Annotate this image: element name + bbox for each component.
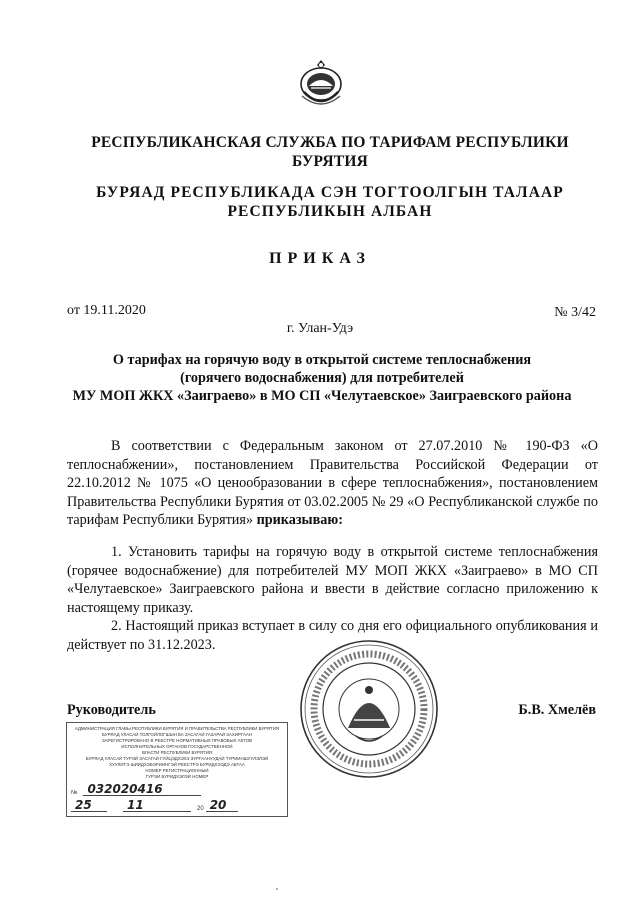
preamble-paragraph — [67, 437, 598, 530]
document-number: № 3/42 — [554, 305, 596, 320]
registration-stamp — [66, 722, 288, 817]
stamp-line: ХУУЛИТЭ ШИИДХЭБЭРИИНГЭЙ РЕЕСТРЭ БУРИДХЭЭДЭ АБТАА — [109, 762, 245, 767]
document-date: от 19.11.2020 — [67, 303, 146, 318]
stamp-date-row — [71, 799, 283, 812]
signatory-name: Б.В. Хмелёв — [518, 702, 596, 718]
agency-name-line-2: БУРЯТИЯ — [292, 153, 368, 170]
scan-speck — [276, 888, 278, 890]
agency-name-buryat — [60, 183, 600, 221]
registration-month: 11 — [123, 799, 191, 812]
agency-name-buryat-line-1: БУРЯАД РЕСПУБЛИКАДА СЭН ТОГТООЛГЫН ТАЛААР — [96, 184, 564, 201]
registration-day: 25 — [71, 799, 107, 812]
agency-name-buryat-line-2: РЕСПУБЛИКЫН АЛБАН — [227, 203, 433, 220]
document-subject-title — [62, 351, 582, 405]
stamp-number-row: № 032020416 — [71, 783, 283, 796]
stamp-line: АДМИНИСТРАЦИЯ ГЛАВЫ РЕСПУБЛИКИ БУРЯТИЯ И ПРАВИТЕЛЬСТВА РЕСПУБЛИКИ БУРЯТИЯ — [74, 726, 280, 731]
signatory-role: Руководитель — [67, 702, 156, 718]
agency-name-line-1: РЕСПУБЛИКАНСКАЯ СЛУЖБА ПО ТАРИФАМ РЕСПУБЛИКИ — [91, 134, 569, 151]
subject-line-2: (горячего водоснабжения) для потребителей — [180, 370, 464, 386]
stamp-line: БУРЯАД УЛАСАЙ ТОЛГОЙЛОГШЫН БА ЗАСАГАЙ ГАЗАРАЙ ЗАХИРГААН — [102, 732, 252, 737]
official-seal — [298, 638, 440, 780]
registration-number: 032020416 — [83, 783, 201, 796]
preamble-text: В соответствии с Федеральным законом от 27.07.2010 № 190-ФЗ «О теплоснабжении», постановлением Правительства Российской Федерации от 22.10.2012 № 1075 «О ценообразовании в сфере теплоснабжения», постановлением Правительства Республики Бурятия от 03.02.2005 № 29 «О Республиканской службе по тарифам Республики Бурятия» — [67, 438, 598, 528]
stamp-line: НОМЕР РЕГИСТРАЦИОННЫЙ — [145, 768, 209, 773]
registration-year: 20 — [206, 799, 238, 812]
stamp-line: ГУРЭЙ БУРИДХЭЛЭЙ НОМЕР — [145, 774, 209, 779]
document-type-title: ПРИКАЗ — [269, 250, 371, 267]
document-city: г. Улан-Удэ — [286, 321, 354, 336]
stamp-line: БУРЯАД УЛАСАЙ ТУРЭЙ ЗАСАГАЙ ГУЙЦЭДХЭХЭ ЗУРГААНУУДАЙ ТУРИИНШУУЛЭЛЭЙ — [85, 756, 269, 761]
stamp-line: ВЛАСТИ РЕСПУБЛИКИ БУРЯТИЯ — [141, 750, 213, 755]
coat-of-arms-emblem — [296, 56, 346, 108]
stamp-line: ИСПОЛНИТЕЛЬНЫХ ОРГАНОВ ГОСУДАРСТВЕННОЙ — [121, 744, 233, 749]
agency-name-russian — [60, 133, 600, 171]
decree-word: приказываю: — [256, 512, 343, 528]
decree-item-1: 1. Установить тарифы на горячую воду в открытой системе теплоснабжения (горячее водоснабжение) для потребителей МУ МОП ЖКХ «Заиграево» в МО СП «Челутаевское» Заиграевского района и ввести в действие согласно приложению к настоящему приказу. — [67, 544, 598, 616]
subject-line-1: О тарифах на горячую воду в открытой системе теплоснабжения — [112, 352, 532, 368]
decree-item-2: 2. Настоящий приказ вступает в силу со дня его официального опубликования и действует по 31.12.2023. — [67, 618, 598, 653]
registration-year-prefix: 20 — [197, 806, 204, 812]
subject-line-3: МУ МОП ЖКХ «Заиграево» в МО СП «Челутаевское» Заиграевского района — [72, 388, 572, 404]
stamp-line: ЗАРЕГИСТРИРОВАНО В РЕЕСТРЕ НОРМАТИВНЫХ ПРАВОВЫХ АКТОВ — [101, 738, 253, 743]
